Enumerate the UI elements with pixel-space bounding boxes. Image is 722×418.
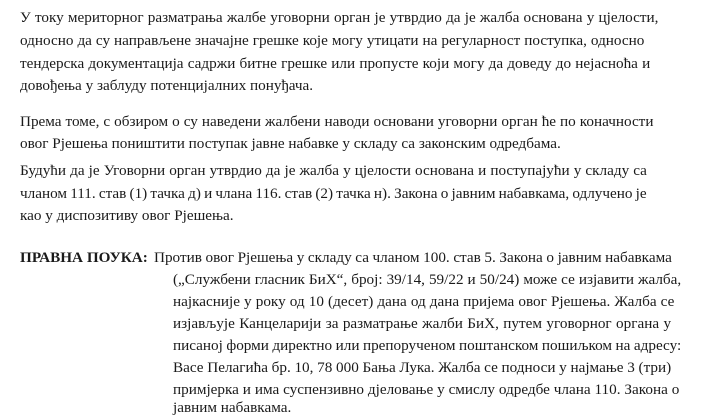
legal-notice-line: („Службени гласник БиХ“, број: 39/14, 59/22 и 50/24) може се изјавити жалба, bbox=[173, 271, 682, 288]
paragraph-line: тендерска документација садржи битне грешке или пропусте који могу да доведу до нејасноћа и bbox=[20, 55, 651, 72]
paragraph-line: Будући да је Уговорни орган утврдио да је жалба у цјелости основана и поступајући у складу са bbox=[20, 162, 647, 179]
legal-notice-line: Васе Пелагића бр. 10, 78 000 Бања Лука. Жалба се подноси у најмање 3 (три) bbox=[173, 359, 672, 376]
paragraph-line: довођења у заблуду потенцијалних понуђача. bbox=[20, 77, 314, 94]
paragraph-line: односно да су направљене значајне грешке које могу утицати на регуларност поступка, односно bbox=[20, 32, 645, 49]
legal-notice-line: изјављује Канцеларији за разматрање жалби БиХ, путем уговорног органа у bbox=[173, 315, 672, 332]
paragraph-line: као у диспозитиву овог Рјешења. bbox=[20, 207, 234, 224]
paragraph-line: овог Рјешења поништити поступак јавне набавке у складу са законским одредбама. bbox=[20, 135, 561, 152]
legal-notice-line: примјерка и има суспензивно дјеловање у смислу одредбе члана 110. Закона о bbox=[173, 381, 680, 398]
paragraph-line: Према томе, с обзиром о су наведени жалбени наводи основани уговорни орган ће по коначности bbox=[20, 113, 654, 130]
legal-notice-line: Против овог Рјешења у складу са чланом 100. став 5. Закона о јавним набавкама bbox=[154, 249, 672, 266]
legal-notice-line: писаној форми директно или препорученом поштанском пошиљком на адресу: bbox=[173, 337, 682, 354]
paragraph-line: чланом 111. став (1) тачка д) и члана 116. став (2) тачка н). Закона о јавним набавкама, одлучено је bbox=[20, 185, 647, 202]
legal-notice-label: ПРАВНА ПОУКА: bbox=[20, 249, 148, 266]
legal-notice-line: јавним набавкама. bbox=[173, 399, 292, 416]
legal-notice-line: најкасније у року од 10 (десет) дана од дана пријема овог Рјешења. Жалба се bbox=[173, 293, 675, 310]
paragraph-line: У току мериторног разматрања жалбе уговорни орган је утврдио да је жалба основана у цјелости, bbox=[20, 9, 659, 26]
